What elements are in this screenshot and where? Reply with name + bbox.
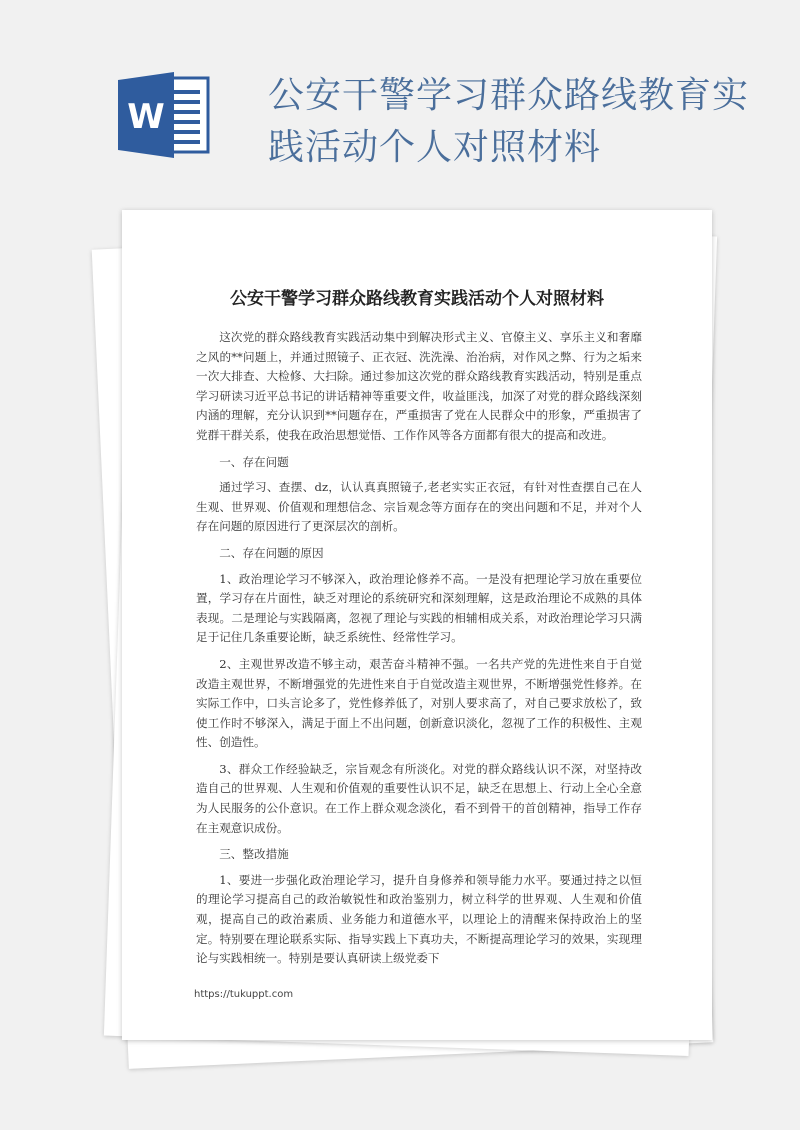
paragraph: 1、政治理论学习不够深入，政治理论修养不高。一是没有把理论学习放在重要位置，学习存在片面性，缺乏对理论的系统研究和深刻理解，这是政治理论不成熟的具体表现。二是理论与实践隔离，忽视了理论与实践的相辅相成关系，对政治理论学习只满足于记住几条重要论断，缺乏系统性、经常性学习。 (196, 571, 642, 645)
paragraph: 2、主观世界改造不够主动，艰苦奋斗精神不强。一名共产党的先进性来自于自觉改造主观世界，不断增强党的先进性来自于自觉改造主观世界，不断增强党性修养。在实际工作中，口头言论多了，党性修养低了，对别人要求高了，对自己要求放松了，致使工作时不够深入，满足于面上不出问题，创新意识淡化，忽视了工作的积极性、主观性、创造性。 (196, 656, 642, 750)
document-title: 公安干警学习群众路线教育实践活动个人对照材料 (230, 289, 604, 309)
section-heading: 一、存在问题 (219, 454, 289, 469)
header (0, 0, 800, 200)
header-title: 公安干警学习群众路线教育实践活动个人对照材料 (268, 75, 750, 168)
footer-url: https://tukuppt.com (194, 989, 294, 1000)
paragraph: 1、要进一步强化政治理论学习，提升自身修养和领导能力水平。要通过持之以恒的理论学习提高自己的政治敏锐性和政治鉴别力，树立科学的世界观、人生观和价值观，提高自己的政治素质、业务能力和道德水平，以理论上的清醒来保持政治上的坚定。特别要在理论联系实际、指导实践上下真功夫，不断提高理论学习的效果，实现理论与实践相统一。特别是要认真研读上级党委下 (196, 872, 642, 966)
word-document-icon (112, 70, 216, 160)
section-heading: 二、存在问题的原因 (219, 545, 324, 560)
paragraph-intro: 这次党的群众路线教育实践活动集中到解决形式主义、官僚主义、享乐主义和奢靡之风的**问题上，并通过照镜子、正衣冠、洗洗澡、治治病，对作风之弊、行为之垢来一次大排查、大检修、大扫除。通过参加这次党的群众路线教育实践活动，特别是重点学习研读习近平总书记的讲话精神等重要文件，收益匪浅，加深了对党的群众路线深刻内涵的理解，充分认识到**问题存在，严重损害了党在人民群众中的形象，严重损害了党群干群关系，使我在政治思想觉悟、工作作风等各方面都有很大的提高和改进。 (196, 330, 642, 442)
paragraph: 通过学习、查摆、dz，认认真真照镜子,老老实实正衣冠，有针对性查摆自己在人生观、世界观、价值观和理想信念、宗旨观念等方面存在的突出问题和不足，并对个人存在问题的原因进行了更深层次的剖析。 (196, 480, 642, 534)
paragraph: 3、群众工作经验缺乏，宗旨观念有所淡化。对党的群众路线认识不深，对坚持改造自己的世界观、人生观和价值观的重要性认识不足，缺乏在思想上、行动上全心全意为人民服务的公仆意识。在工作上群众观念淡化，看不到骨干的首创精神，指导工作存在主观意识成份。 (196, 761, 642, 835)
document-page (122, 210, 712, 1040)
word-icon-letter: W (127, 97, 165, 137)
section-heading: 三、整改措施 (219, 847, 289, 862)
document-body (196, 328, 642, 976)
